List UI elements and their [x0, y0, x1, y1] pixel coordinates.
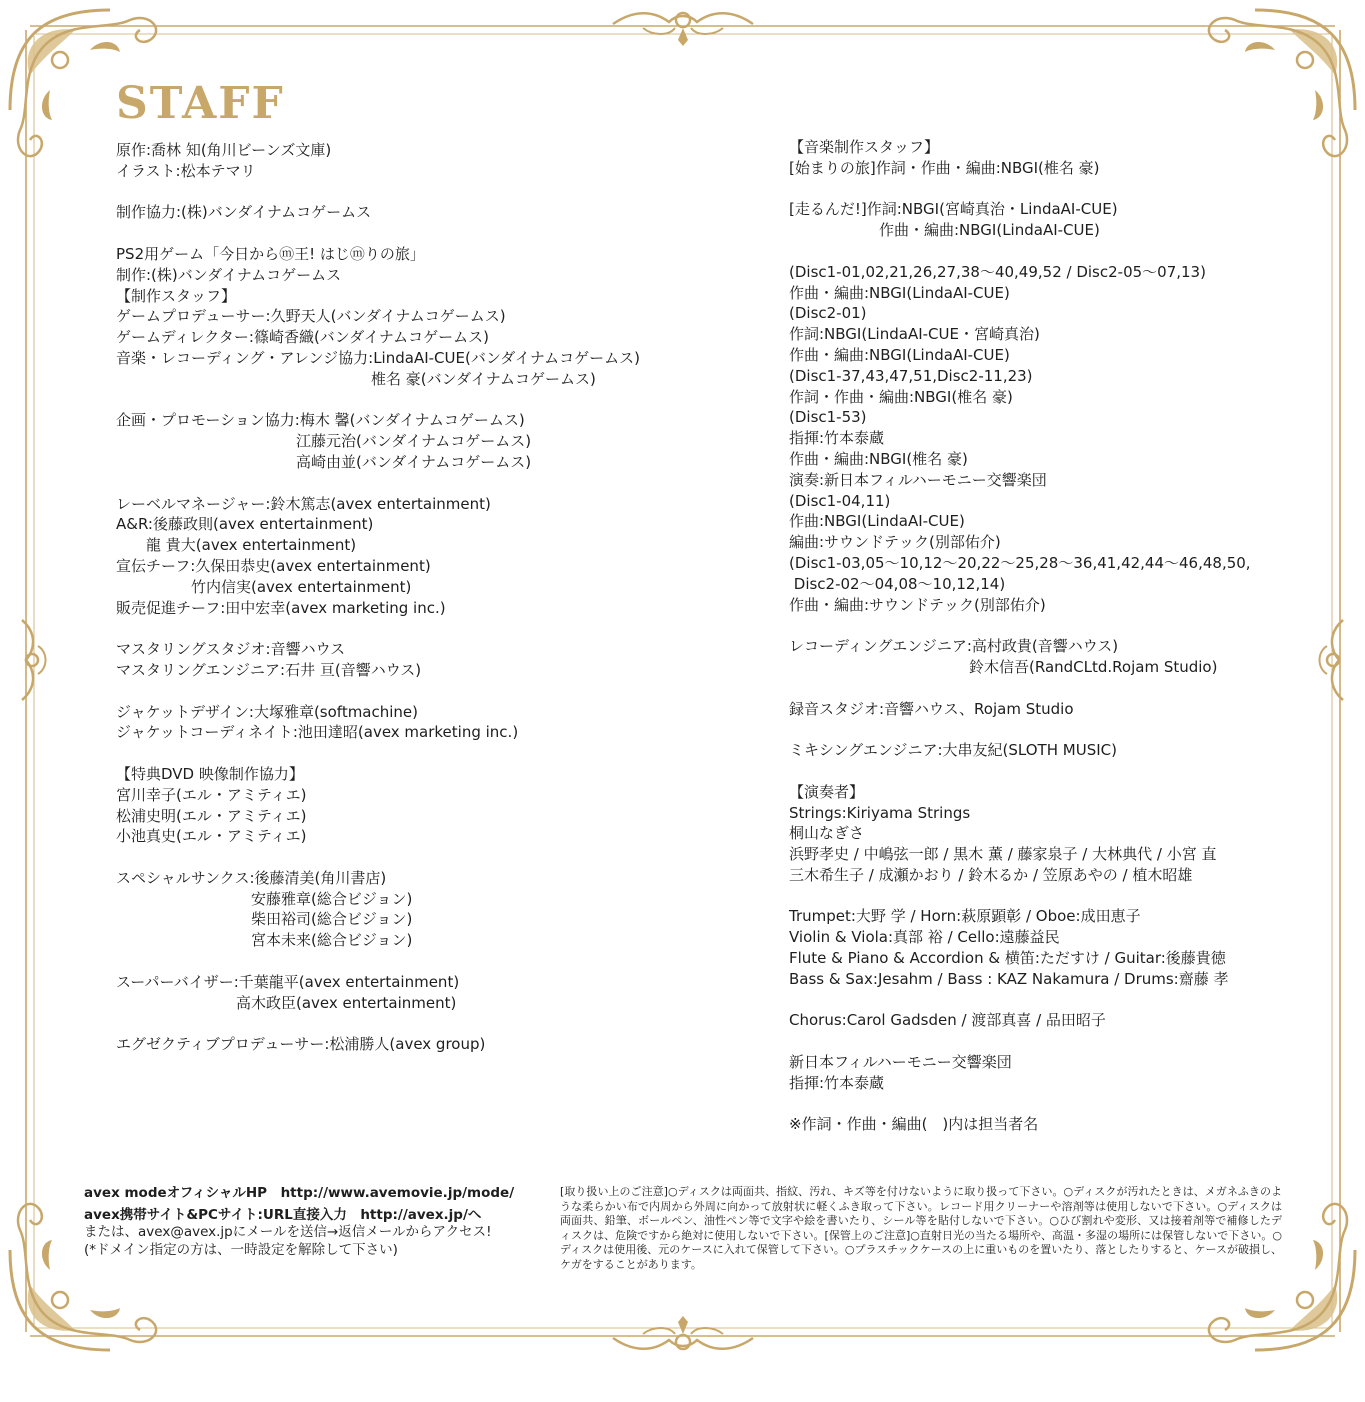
credit-line: [116, 390, 756, 411]
music-credit-line: ※作詞・作曲・編曲( )内は担当者名: [789, 1115, 1039, 1134]
music-credit-line: 作詞:NBGI(LindaAI-CUE・宮崎真治): [789, 325, 1040, 344]
credit-line: 制作:(株)バンダイナムコゲームス: [116, 265, 342, 284]
credit-line: 椎名 豪(バンダイナムコゲームス): [116, 369, 596, 388]
credit-line: ジャケットコーディネイト:池田達昭(avex marketing inc.): [116, 723, 519, 742]
music-credit-line: 作曲・編曲:NBGI(椎名 豪): [789, 449, 968, 468]
credit-line: ジャケットデザイン:大塚雅章(softmachine): [116, 702, 419, 721]
music-credit-line: 三木希生子 / 成瀬かおり / 鈴木るか / 笠原あやの / 植木昭雄: [789, 865, 1193, 884]
credit-line: [116, 223, 756, 244]
credit-line: 制作協力:(株)バンダイナムコゲームス: [116, 203, 372, 222]
staff-credits-left: [116, 140, 756, 1055]
credit-line: 【制作スタッフ】: [116, 286, 237, 305]
credit-line: 竹内信実(avex entertainment): [116, 577, 412, 596]
music-credit-line: 作詞・作曲・編曲:NBGI(椎名 豪): [789, 387, 1013, 406]
credit-line: レーベルマネージャー:鈴木篤志(avex entertainment): [116, 494, 491, 513]
music-credit-line: [始まりの旅]作詞・作曲・編曲:NBGI(椎名 豪): [789, 158, 1100, 177]
credit-line: A&R:後藤政則(avex entertainment): [116, 515, 374, 534]
credit-line: [116, 618, 756, 639]
official-hp-line: avex modeオフィシャルHP http://www.avemovie.jp/mode/: [84, 1185, 515, 1201]
music-credit-line: 新日本フィルハーモニー交響楽団: [789, 1053, 1012, 1072]
music-credit-line: (Disc1-03,05〜10,12〜20,22〜25,28〜36,41,42,44〜46,48,50,: [789, 553, 1251, 572]
credit-line: 原作:喬林 知(角川ビーンズ文庫): [116, 141, 332, 159]
credit-line: 高崎由並(バンダイナムコゲームス): [116, 452, 532, 471]
credit-line: 販売促進チーフ:田中宏幸(avex marketing inc.): [116, 598, 446, 617]
music-credit-line: Disc2-02〜04,08〜10,12,14): [789, 574, 1006, 593]
music-credit-line: 作曲・編曲:NBGI(LindaAI-CUE): [789, 283, 1010, 302]
credit-line: 龍 貴大(avex entertainment): [116, 536, 357, 555]
credit-line: [116, 1013, 756, 1034]
mail-access-line: または、avex@avex.jpにメールを送信→返信メールからアクセス!: [84, 1224, 492, 1241]
credit-line: [116, 743, 756, 764]
credit-line: 柴田裕司(総合ビジョン): [116, 910, 413, 929]
music-credit-line: [走るんだ!]作詞:NBGI(宮崎真治・LindaAI-CUE): [789, 200, 1118, 219]
music-credit-line: 鈴木信吾(RandCLtd.Rojam Studio): [789, 657, 1218, 676]
music-credit-line: Chorus:Carol Gadsden / 渡部真喜 / 品田昭子: [789, 1011, 1106, 1030]
credit-line: 安藤雅章(総合ビジョン): [116, 889, 413, 908]
music-credit-line: [789, 678, 1309, 699]
credit-line: 宮本未来(総合ビジョン): [116, 931, 413, 950]
music-credit-line: 作曲・編曲:NBGI(LindaAI-CUE): [789, 345, 1010, 364]
music-credit-line: Violin & Viola:真部 裕 / Cello:遠藤益民: [789, 928, 1060, 947]
music-credit-line: 編曲:サウンドテック(別部佑介): [789, 533, 1001, 552]
page-title: STAFF: [116, 78, 285, 129]
credit-line: 宮川幸子(エル・アミティエ): [116, 785, 307, 804]
music-credit-line: (Disc1-53): [789, 408, 867, 427]
music-credit-line: 【音楽制作スタッフ】: [789, 138, 940, 156]
music-credit-line: Bass & Sax:Jesahm / Bass : KAZ Nakamura / Drums:齋藤 孝: [789, 969, 1229, 988]
music-credit-line: [789, 886, 1309, 907]
music-credit-line: 桐山なぎさ: [789, 824, 865, 843]
domain-note-line: (*ドメイン指定の方は、一時設定を解除して下さい): [84, 1241, 398, 1258]
website-info: [84, 1185, 554, 1259]
music-staff-credits-right: [789, 137, 1309, 1135]
music-credit-line: 録音スタジオ:音響ハウス、Rojam Studio: [789, 699, 1074, 718]
credit-line: 小池真史(エル・アミティエ): [116, 827, 307, 846]
music-credit-line: Trumpet:大野 学 / Horn:萩原顕彰 / Oboe:成田恵子: [789, 907, 1141, 926]
music-credit-line: [789, 761, 1309, 782]
credit-line: 松浦史明(エル・アミティエ): [116, 806, 307, 825]
music-credit-line: 指揮:竹本泰蔵: [789, 1073, 885, 1092]
credit-line: [116, 681, 756, 702]
music-credit-line: [789, 615, 1309, 636]
music-credit-line: 作曲:NBGI(LindaAI-CUE): [789, 512, 965, 531]
music-credit-line: 作曲・編曲:NBGI(LindaAI-CUE): [789, 221, 1100, 240]
music-credit-line: (Disc1-04,11): [789, 491, 891, 510]
credit-line: マスタリングエンジニア:石井 亘(音響ハウス): [116, 660, 422, 679]
music-credit-line: ミキシングエンジニア:大串友紀(SLOTH MUSIC): [789, 741, 1117, 760]
mobile-site-line: avex携帯サイト&PCサイト:URL直接入力 http://avex.jp/へ: [84, 1207, 482, 1224]
music-credit-line: 【演奏者】: [789, 782, 865, 801]
credit-line: イラスト:松本テマリ: [116, 161, 256, 180]
credit-line: 【特典DVD 映像制作協力】: [116, 764, 304, 783]
credit-line: 企画・プロモーション協力:梅木 馨(バンダイナムコゲームス): [116, 411, 525, 430]
credit-line: PS2用ゲーム「今日からⓜ王! はじⓜりの旅」: [116, 244, 425, 263]
credit-line: [116, 847, 756, 868]
credit-line: スーパーバイザー:千葉龍平(avex entertainment): [116, 972, 460, 991]
credit-line: [116, 182, 756, 203]
music-credit-line: [789, 1031, 1309, 1052]
music-credit-line: Strings:Kiriyama Strings: [789, 803, 971, 822]
credit-line: [116, 951, 756, 972]
music-credit-line: 作曲・編曲:サウンドテック(別部佑介): [789, 595, 1046, 614]
credit-line: ゲームディレクター:篠崎香織(バンダイナムコゲームス): [116, 328, 490, 347]
music-credit-line: 演奏:新日本フィルハーモニー交響楽団: [789, 470, 1047, 489]
credit-line: エグゼクティブプロデューサー:松浦勝人(avex group): [116, 1035, 486, 1054]
handling-notice: [取り扱い上のご注意]○ディスクは両面共、指紋、汚れ、キズ等を付けないように取り扱って下さい。○ディスクが汚れたときは、メガネふきのような柔らかい布で内周から外周に向かって放射状に軽くふき取って下さい。レコード用クリーナーや溶剤等は使用しないで下さい。○ディスクは両面共、鉛筆、ボールペン、油性ペン等で文字や絵を書いたり、シール等を貼付しないで下さい。○ひび割れや変形、又は接着剤等で補修したディスクは、危険ですから絶対に使用しないで下さい。[保管上のご注意]○直射日光の当たる場所や、高温・多湿の場所には保管しないで下さい。○ディスクは使用後、元のケースに入れて保管して下さい。○プラスチックケースの上に重いものを置いたり、落としたりすると、ケースが破損し、ケガをすることがあります。: [560, 1185, 1282, 1271]
music-credit-line: 指揮:竹本泰蔵: [789, 429, 885, 448]
music-credit-line: (Disc1-01,02,21,26,27,38〜40,49,52 / Disc2-05〜07,13): [789, 262, 1206, 281]
credit-line: 江藤元治(バンダイナムコゲームス): [116, 432, 532, 451]
music-credit-line: (Disc1-37,43,47,51,Disc2-11,23): [789, 366, 1033, 385]
credit-line: 高木政臣(avex entertainment): [116, 993, 457, 1012]
credit-line: 音楽・レコーディング・アレンジ協力:LindaAI-CUE(バンダイナムコゲームス): [116, 348, 641, 367]
music-credit-line: Flute & Piano & Accordion & 横笛:ただすけ / Guitar:後藤貴徳: [789, 949, 1226, 968]
music-credit-line: [789, 241, 1309, 262]
credit-line: [116, 473, 756, 494]
music-credit-line: 浜野孝史 / 中嶋弦一郎 / 黒木 薫 / 藤家泉子 / 大林典代 / 小宮 直: [789, 845, 1217, 864]
music-credit-line: [789, 990, 1309, 1011]
music-credit-line: [789, 1094, 1309, 1115]
credit-line: マスタリングスタジオ:音響ハウス: [116, 640, 346, 659]
credit-line: スペシャルサンクス:後藤清美(角川書店): [116, 868, 387, 887]
music-credit-line: [789, 179, 1309, 200]
music-credit-line: (Disc2-01): [789, 304, 867, 323]
music-credit-line: [789, 719, 1309, 740]
credit-line: ゲームプロデューサー:久野天人(バンダイナムコゲームス): [116, 307, 506, 326]
credit-line: 宣伝チーフ:久保田恭史(avex entertainment): [116, 556, 431, 575]
music-credit-line: レコーディングエンジニア:高村政貴(音響ハウス): [789, 637, 1119, 656]
